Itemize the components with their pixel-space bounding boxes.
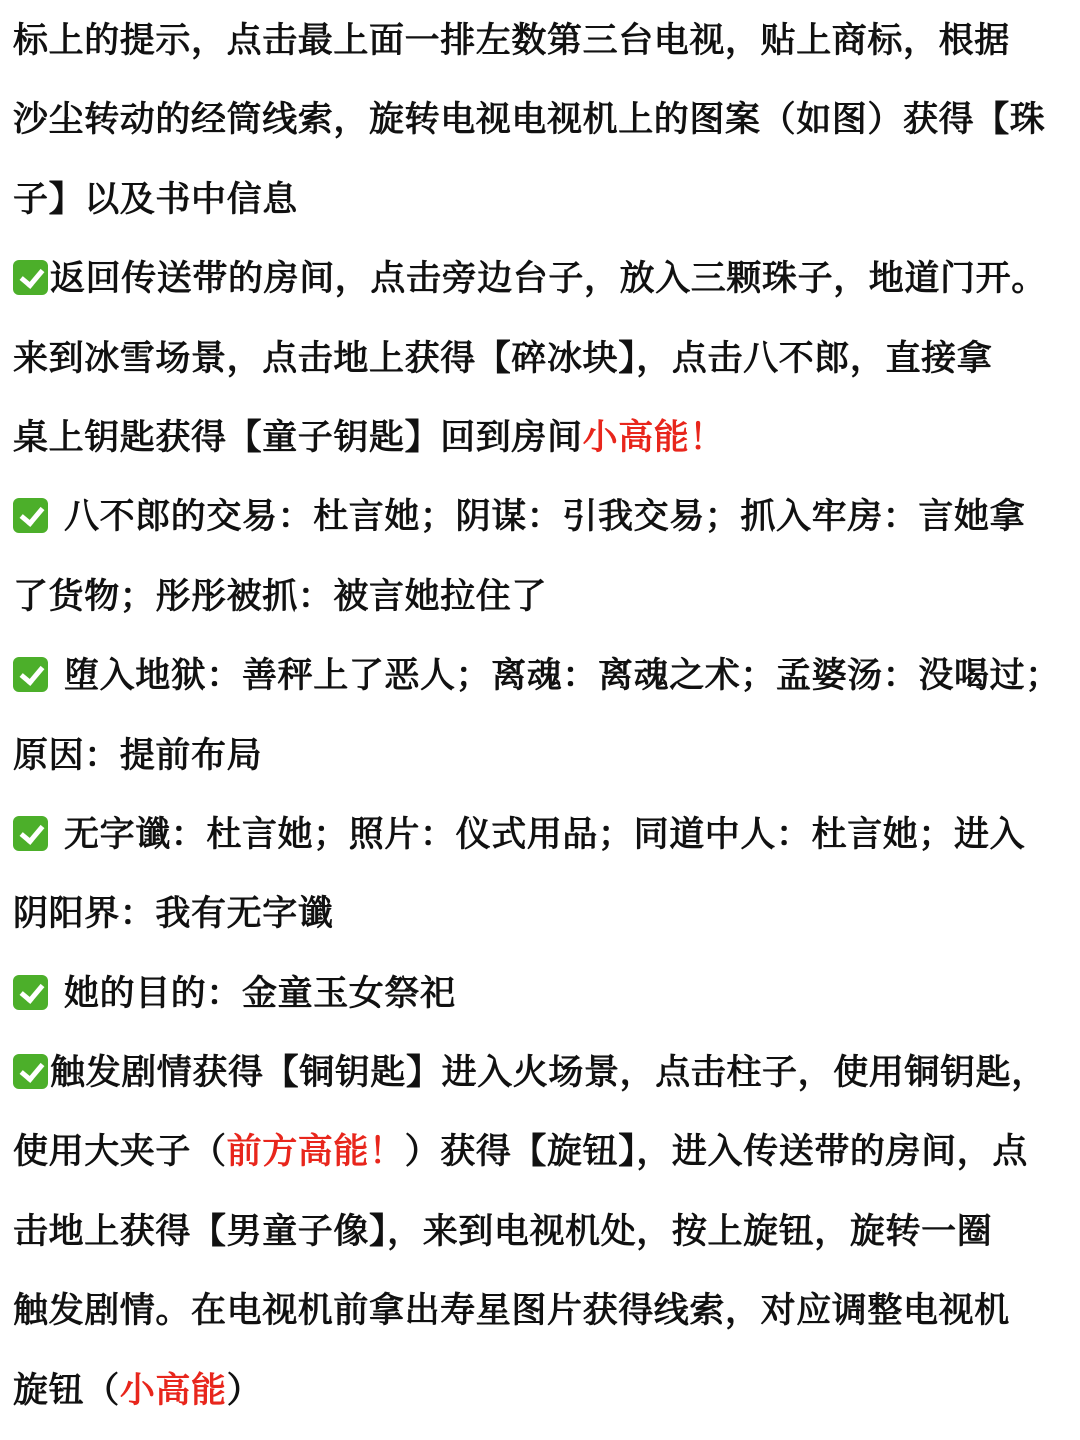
- text-line: [13, 399, 1066, 478]
- text-line: [13, 161, 1066, 240]
- line-text: 堕入地狱：善秤上了恶人；离魂：离魂之术；孟婆汤：没喝过；: [64, 656, 1061, 697]
- text-line: [13, 1272, 1066, 1351]
- checklist-item: [13, 637, 1066, 716]
- line-text: 她的目的：金童玉女祭祀: [64, 973, 456, 1014]
- check-mark-icon: [13, 260, 48, 295]
- check-mark-icon: [13, 816, 48, 851]
- text-line: [13, 875, 1066, 954]
- text-line: [13, 1113, 1066, 1192]
- line-text: ）: [226, 1370, 263, 1411]
- checklist-item: [13, 796, 1066, 875]
- line-text: 标上的提示，点击最上面一排左数第三台电视，贴上商标，根据: [13, 21, 1010, 61]
- line-text: 触发剧情获得【铜钥匙】进入火场景，点击柱子，使用铜钥匙，: [50, 1053, 1047, 1094]
- text-line: [13, 558, 1066, 637]
- line-text: 阴阳界：我有无字谶: [13, 894, 334, 935]
- line-text: 旋钮（: [13, 1370, 120, 1411]
- highlight-text: 前方高能！: [226, 1132, 405, 1173]
- line-text: 无字谶：杜言她；照片：仪式用品；同道中人：杜言她；进入: [64, 814, 1026, 855]
- highlight-text: 小高能！: [582, 417, 726, 458]
- line-text: 子】以及书中信息: [13, 179, 298, 220]
- line-text: 桌上钥匙获得【童子钥匙】回到房间: [13, 417, 583, 458]
- highlight-text: 小高能: [119, 1370, 227, 1411]
- text-line: [13, 1193, 1066, 1272]
- check-mark-icon: [13, 657, 48, 692]
- text-line: [13, 717, 1066, 796]
- line-text: 返回传送带的房间，点击旁边台子，放入三颗珠子，地道门开。: [50, 259, 1047, 300]
- line-text: 使用大夹子（: [13, 1132, 227, 1173]
- check-mark-icon: [13, 975, 48, 1010]
- line-text: 击地上获得【男童子像】，来到电视机处，按上旋钮，旋转一圈: [13, 1211, 993, 1252]
- check-mark-icon: [13, 498, 48, 533]
- line-text: 触发剧情。在电视机前拿出寿星图片获得线索，对应调整电视机: [13, 1291, 1010, 1332]
- check-mark-icon: [13, 1054, 48, 1089]
- line-text: 原因：提前布局: [13, 735, 263, 776]
- text-line: [13, 2, 1066, 81]
- checklist-item: [13, 955, 1066, 1034]
- checklist-item: [13, 240, 1066, 319]
- line-text: 八不郎的交易：杜言她；阴谋：引我交易；抓入牢房：言她拿: [64, 497, 1026, 538]
- text-line: [13, 320, 1066, 399]
- line-text: 来到冰雪场景，点击地上获得【碎冰块】，点击八不郎，直接拿: [13, 338, 993, 379]
- text-line: [13, 1352, 1066, 1431]
- text-line: [13, 81, 1066, 160]
- checklist-item: [13, 478, 1066, 557]
- checklist-item: [13, 1034, 1066, 1113]
- line-text: 了货物；彤彤被抓：被言她拉住了: [13, 576, 548, 617]
- line-text: 沙尘转动的经筒线索，旋转电视电视机上的图案（如图）获得【珠: [13, 100, 1046, 141]
- line-text: ）获得【旋钮】，进入传送带的房间，点: [404, 1132, 1028, 1173]
